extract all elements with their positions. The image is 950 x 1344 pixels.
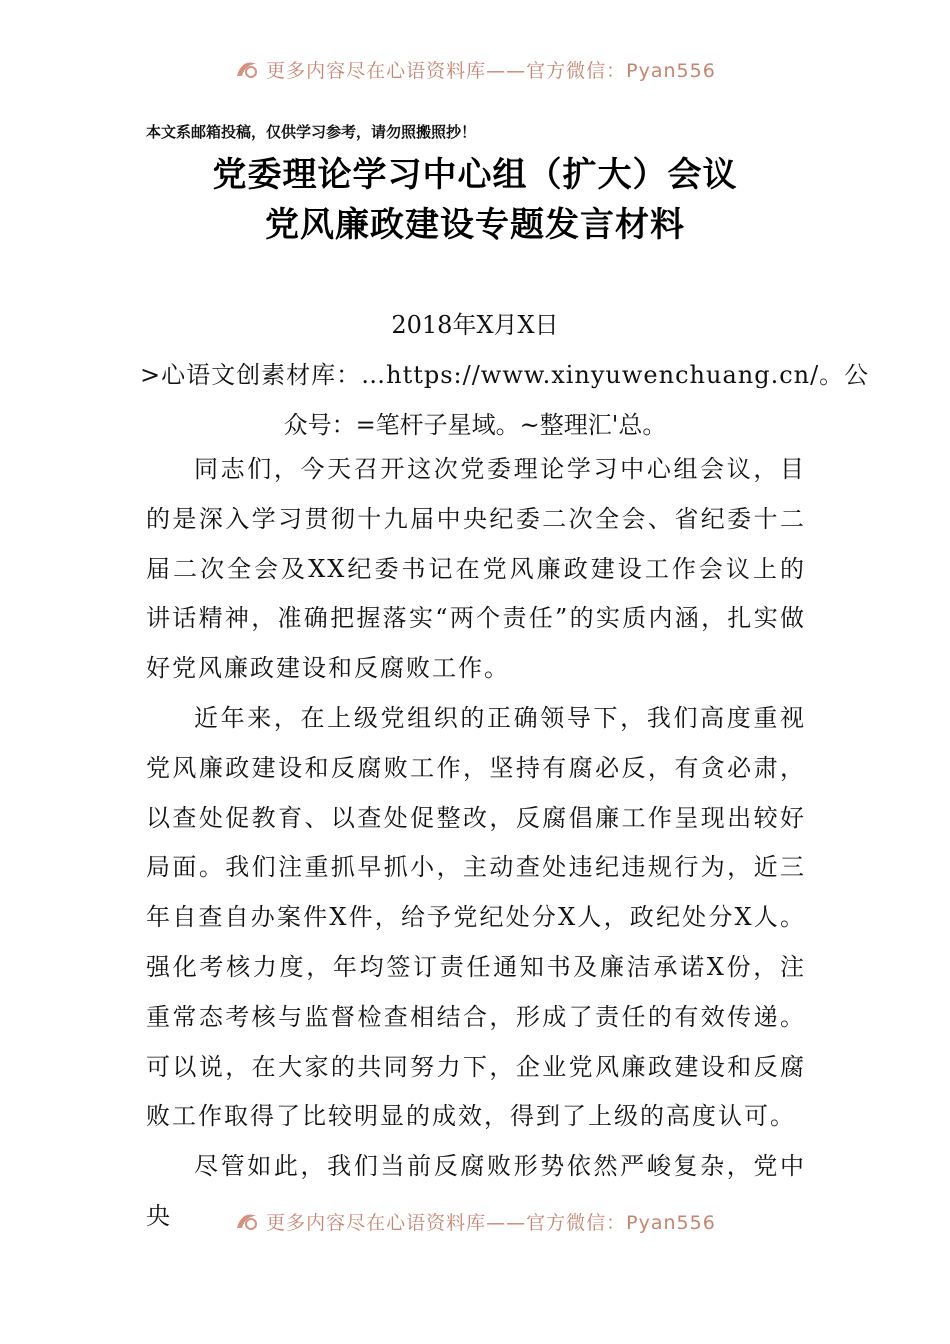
source-line-1: >心语文创素材库：…https://www.xinyuwenchuang.cn/。公 bbox=[140, 361, 870, 389]
watermark-logo-icon bbox=[234, 1210, 260, 1237]
header-watermark bbox=[0, 56, 950, 85]
document-body bbox=[146, 445, 806, 1242]
watermark-text: 更多内容尽在心语资料库——官方微信：Pyan556 bbox=[266, 60, 716, 82]
watermark-text: 更多内容尽在心语资料库——官方微信：Pyan556 bbox=[266, 1212, 716, 1234]
paragraph-3: 尽管如此，我们当前反腐败形势依然严峻复杂，党中央 bbox=[146, 1152, 806, 1230]
document-title-line-1: 党委理论学习中心组（扩大）会议 bbox=[212, 155, 738, 195]
copy-notice: 本文系邮箱投稿，仅供学习参考，请勿照搬照抄！ bbox=[146, 123, 477, 141]
footer-watermark bbox=[0, 1208, 950, 1237]
source-line-2: 众号：=笔杆子星域。~整理汇'总。 bbox=[283, 411, 667, 439]
document-date: 2018年X月X日 bbox=[391, 311, 559, 339]
paragraph-2: 近年来，在上级党组织的正确领导下，我们高度重视党风廉政建设和反腐败工作，坚持有腐必反，有贪必肃，以查处促教育、以查处促整改，反腐倡廉工作呈现出较好局面。我们注重抓早抓小，主动查处违纪违规行为，近三年自查自办案件X件，给予党纪处分X人，政纪处分X人。强化考核力度，年均签订责任通知书及廉洁承诺X份，注重常态考核与监督检查相结合，形成了责任的有效传递。可以说，在大家的共同努力下，企业党风廉政建设和反腐败工作取得了比较明显的成效，得到了上级的高度认可。 bbox=[146, 703, 806, 1131]
paragraph-1: 同志们，今天召开这次党委理论学习中心组会议，目的是深入学习贯彻十九届中央纪委二次全会、省纪委十二届二次全会及XX纪委书记在党风廉政建设工作会议上的讲话精神，准确把握落实“两个责任”的实质内涵，扎实做好党风廉政建设和反腐败工作。 bbox=[146, 455, 806, 683]
watermark-logo-icon bbox=[234, 58, 260, 85]
document-title-line-2: 党风廉政建设专题发言材料 bbox=[265, 205, 685, 245]
